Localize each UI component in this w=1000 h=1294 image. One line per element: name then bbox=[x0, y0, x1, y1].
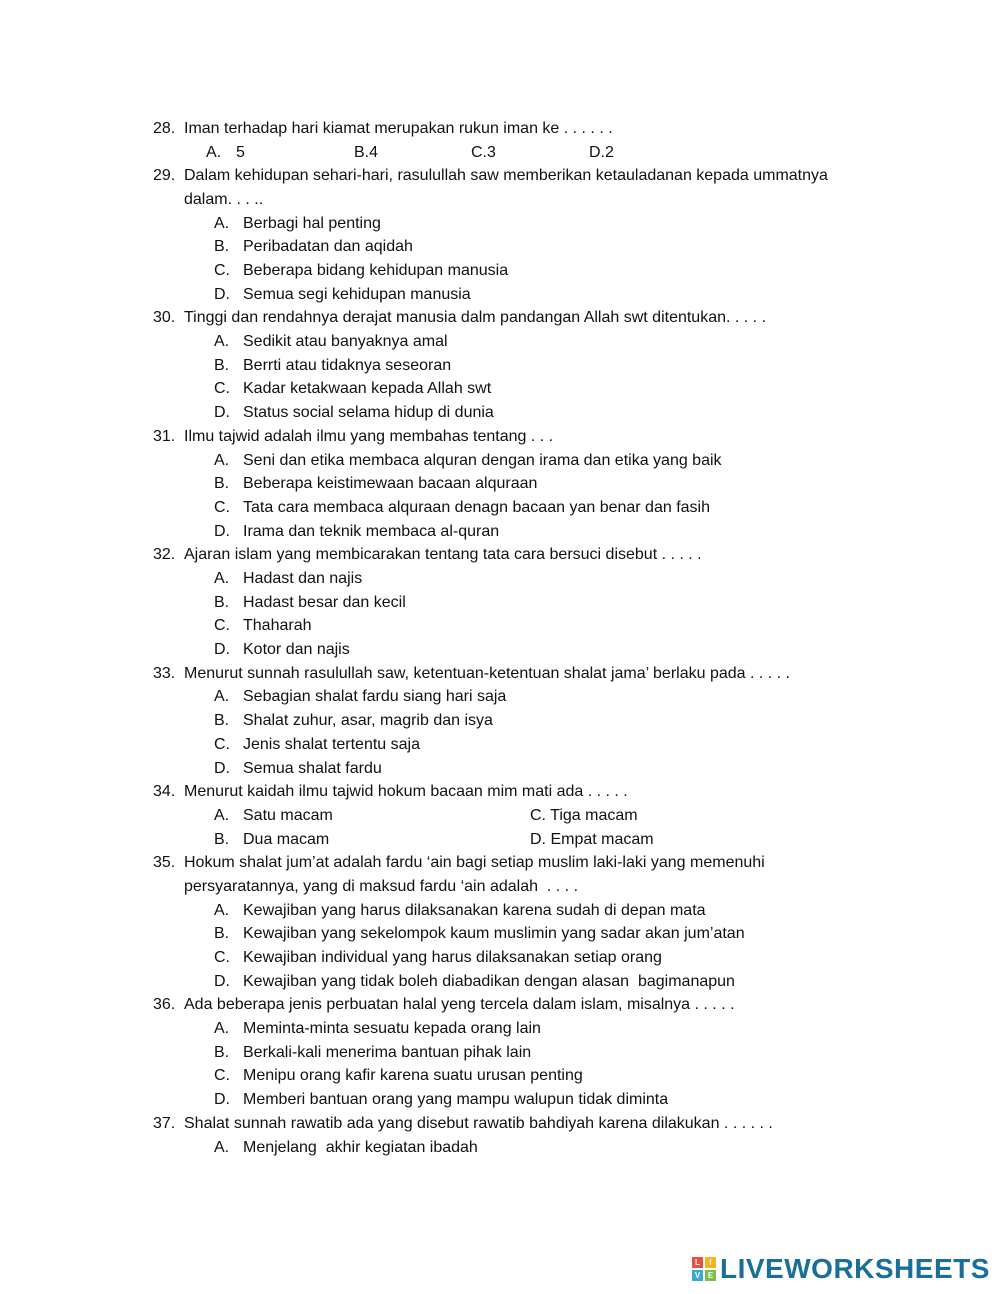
question-number: 28. bbox=[153, 120, 176, 137]
option-letter[interactable]: A. bbox=[214, 1139, 230, 1156]
question-number: 37. bbox=[153, 1115, 176, 1132]
option-text[interactable]: Irama dan teknik membaca al-quran bbox=[243, 523, 500, 540]
option-text[interactable]: Kewajiban yang sekelompok kaum muslimin yang sadar akan jum’atan bbox=[243, 925, 745, 942]
question-number: 29. bbox=[153, 167, 176, 184]
option-text[interactable]: Sebagian shalat fardu siang hari saja bbox=[243, 688, 507, 705]
option-text[interactable]: Kewajiban yang harus dilaksanakan karena sudah di depan mata bbox=[243, 902, 706, 919]
logo-text: LIVEWORKSHEETS bbox=[720, 1253, 990, 1284]
logo-blocks-icon bbox=[692, 1257, 716, 1281]
option-letter[interactable]: A. bbox=[214, 1020, 230, 1037]
option-text[interactable]: Berbagi hal penting bbox=[243, 215, 381, 232]
option-text[interactable]: Dua macam bbox=[243, 831, 330, 848]
question-text: Tinggi dan rendahnya derajat manusia dalm pandangan Allah swt ditentukan. . . . . bbox=[184, 309, 767, 326]
option-text[interactable]: Kadar ketakwaan kepada Allah swt bbox=[243, 380, 492, 397]
option-letter[interactable]: D. bbox=[214, 404, 230, 421]
option-text[interactable]: B.4 bbox=[354, 144, 379, 161]
option-letter[interactable]: A. bbox=[214, 688, 230, 705]
option-text[interactable]: Status social selama hidup di dunia bbox=[243, 404, 494, 421]
question-text-continued: persyaratannya, yang di maksud fardu ‘ain adalah . . . . bbox=[184, 878, 579, 895]
question-number: 31. bbox=[153, 428, 176, 445]
option-text[interactable]: Hadast dan najis bbox=[243, 570, 363, 587]
logo-block: I bbox=[705, 1257, 716, 1268]
option-text[interactable]: Semua segi kehidupan manusia bbox=[243, 286, 471, 303]
option-letter[interactable]: B. bbox=[214, 1044, 230, 1061]
question-number: 32. bbox=[153, 546, 176, 563]
option-letter[interactable]: B. bbox=[214, 925, 230, 942]
option-letter[interactable]: C. bbox=[214, 736, 230, 753]
question-text: Menurut kaidah ilmu tajwid hokum bacaan mim mati ada . . . . . bbox=[184, 783, 628, 800]
question-number: 33. bbox=[153, 665, 176, 682]
option-letter[interactable]: D. bbox=[214, 1091, 230, 1108]
option-letter[interactable]: B. bbox=[214, 238, 230, 255]
option-text[interactable]: C.3 bbox=[471, 144, 496, 161]
question-text: Menurut sunnah rasulullah saw, ketentuan-ketentuan shalat jama’ berlaku pada . . . . . bbox=[184, 665, 790, 682]
option-text[interactable]: Beberapa keistimewaan bacaan alquraan bbox=[243, 475, 538, 492]
option-text[interactable]: D. Empat macam bbox=[530, 831, 654, 848]
option-letter[interactable]: C. bbox=[214, 1067, 230, 1084]
question-text: Ajaran islam yang membicarakan tentang tata cara bersuci disebut . . . . . bbox=[184, 546, 702, 563]
option-text[interactable]: Sedikit atau banyaknya amal bbox=[243, 333, 448, 350]
option-text[interactable]: Beberapa bidang kehidupan manusia bbox=[243, 262, 509, 279]
option-letter[interactable]: B. bbox=[214, 594, 230, 611]
option-text[interactable]: Menjelang akhir kegiatan ibadah bbox=[243, 1139, 478, 1156]
question-number: 34. bbox=[153, 783, 176, 800]
option-letter[interactable]: D. bbox=[214, 760, 230, 777]
option-text[interactable]: Hadast besar dan kecil bbox=[243, 594, 406, 611]
option-letter[interactable]: A. bbox=[206, 144, 222, 161]
option-text[interactable]: Kotor dan najis bbox=[243, 641, 350, 658]
option-text[interactable]: Berkali-kali menerima bantuan pihak lain bbox=[243, 1044, 532, 1061]
question-text: Shalat sunnah rawatib ada yang disebut rawatib bahdiyah karena dilakukan . . . . . . bbox=[184, 1115, 773, 1132]
option-letter[interactable]: D. bbox=[214, 973, 230, 990]
option-letter[interactable]: A. bbox=[214, 902, 230, 919]
option-letter[interactable]: A. bbox=[214, 570, 230, 587]
option-text[interactable]: 5 bbox=[236, 144, 245, 161]
option-text[interactable]: C. Tiga macam bbox=[530, 807, 638, 824]
option-text[interactable]: Memberi bantuan orang yang mampu walupun tidak diminta bbox=[243, 1091, 669, 1108]
option-letter[interactable]: C. bbox=[214, 262, 230, 279]
option-text[interactable]: Shalat zuhur, asar, magrib dan isya bbox=[243, 712, 493, 729]
option-letter[interactable]: C. bbox=[214, 499, 230, 516]
option-text[interactable]: Meminta-minta sesuatu kepada orang lain bbox=[243, 1020, 541, 1037]
option-text[interactable]: Berrti atau tidaknya seseoran bbox=[243, 357, 452, 374]
option-letter[interactable]: B. bbox=[214, 712, 230, 729]
option-text[interactable]: Semua shalat fardu bbox=[243, 760, 382, 777]
question-text-continued: dalam. . . .. bbox=[184, 191, 264, 208]
option-letter[interactable]: B. bbox=[214, 475, 230, 492]
option-letter[interactable]: A. bbox=[214, 333, 230, 350]
option-letter[interactable]: C. bbox=[214, 380, 230, 397]
option-letter[interactable]: C. bbox=[214, 949, 230, 966]
question-number: 36. bbox=[153, 996, 176, 1013]
logo-block: L bbox=[692, 1257, 703, 1268]
option-letter[interactable]: C. bbox=[214, 617, 230, 634]
option-text[interactable]: Seni dan etika membaca alquran dengan irama dan etika yang baik bbox=[243, 452, 722, 469]
option-letter[interactable]: D. bbox=[214, 523, 230, 540]
question-number: 35. bbox=[153, 854, 176, 871]
option-letter[interactable]: B. bbox=[214, 831, 230, 848]
question-text: Hokum shalat jum’at adalah fardu ‘ain bagi setiap muslim laki-laki yang memenuhi bbox=[184, 854, 765, 871]
logo-block: V bbox=[692, 1270, 703, 1281]
option-letter[interactable]: A. bbox=[214, 452, 230, 469]
option-text[interactable]: Jenis shalat tertentu saja bbox=[243, 736, 420, 753]
option-letter[interactable]: B. bbox=[214, 357, 230, 374]
option-letter[interactable]: A. bbox=[214, 215, 230, 232]
option-text[interactable]: Kewajiban individual yang harus dilaksanakan setiap orang bbox=[243, 949, 662, 966]
liveworksheets-logo[interactable] bbox=[692, 1255, 990, 1283]
logo-block: E bbox=[705, 1270, 716, 1281]
option-text[interactable]: Peribadatan dan aqidah bbox=[243, 238, 413, 255]
question-text: Ilmu tajwid adalah ilmu yang membahas tentang . . . bbox=[184, 428, 554, 445]
option-text[interactable]: Tata cara membaca alquraan denagn bacaan yan benar dan fasih bbox=[243, 499, 710, 516]
question-text: Ada beberapa jenis perbuatan halal yeng tercela dalam islam, misalnya . . . . . bbox=[184, 996, 735, 1013]
option-text[interactable]: Thaharah bbox=[243, 617, 312, 634]
option-text[interactable]: Kewajiban yang tidak boleh diabadikan dengan alasan bagimanapun bbox=[243, 973, 735, 990]
question-number: 30. bbox=[153, 309, 176, 326]
question-text: Dalam kehidupan sehari-hari, rasulullah saw memberikan ketauladanan kepada ummatnya bbox=[184, 167, 828, 184]
option-letter[interactable]: D. bbox=[214, 641, 230, 658]
option-text[interactable]: D.2 bbox=[589, 144, 614, 161]
question-text: Iman terhadap hari kiamat merupakan rukun iman ke . . . . . . bbox=[184, 120, 613, 137]
option-text[interactable]: Satu macam bbox=[243, 807, 333, 824]
option-letter[interactable]: A. bbox=[214, 807, 230, 824]
option-letter[interactable]: D. bbox=[214, 286, 230, 303]
option-text[interactable]: Menipu orang kafir karena suatu urusan penting bbox=[243, 1067, 583, 1084]
